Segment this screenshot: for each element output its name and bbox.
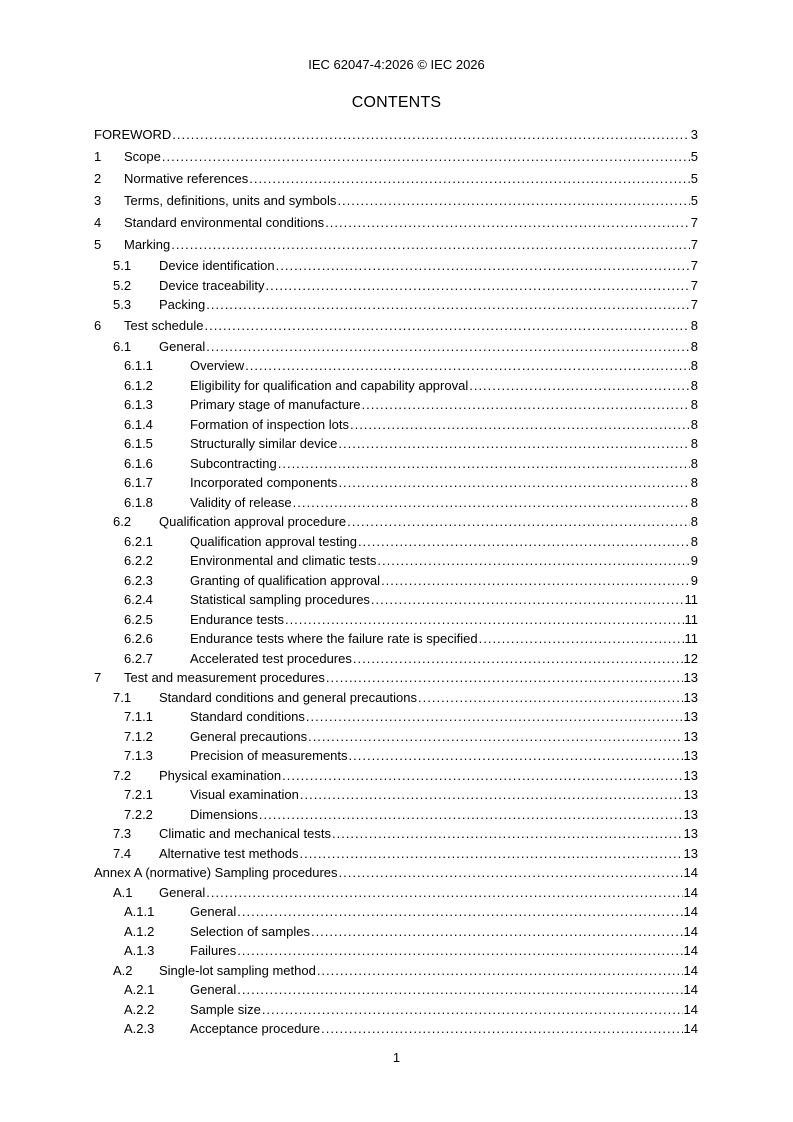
dot-leader	[300, 785, 683, 805]
toc-entry-page: 8	[690, 358, 698, 373]
toc-entry[interactable]	[94, 707, 698, 727]
toc-entry-number: 6.2.7	[124, 650, 153, 666]
toc-entry-title: Device identification	[159, 258, 275, 273]
toc-entry-title: Test schedule	[124, 317, 204, 333]
toc-entry-number: 7.2.1	[124, 787, 153, 802]
toc-entry-page: 13	[683, 806, 698, 822]
dot-leader	[418, 688, 683, 708]
toc-entry-title: Structurally similar device	[190, 436, 338, 451]
toc-entry[interactable]	[94, 337, 698, 357]
toc-entry[interactable]	[94, 668, 698, 688]
toc-entry-page: 8	[690, 436, 698, 451]
toc-entry-title: Packing	[159, 297, 206, 312]
toc-entry-page: 14	[683, 923, 698, 939]
toc-entry-page: 7	[690, 237, 698, 252]
toc-entry[interactable]	[94, 295, 698, 315]
toc-entry-title: Standard environmental conditions	[124, 215, 325, 230]
toc-entry-page: 8	[690, 455, 698, 471]
toc-entry-page: 8	[690, 514, 698, 529]
toc-entry-number: 6.1.2	[124, 377, 153, 393]
toc-entry-title: Endurance tests where the failure rate is specified	[190, 631, 478, 646]
toc-entry-title: Sample size	[190, 1001, 261, 1017]
toc-entry-page: 7	[690, 297, 698, 312]
toc-entry-page: 13	[683, 670, 698, 685]
dot-leader	[259, 805, 683, 825]
toc-entry-page: 14	[683, 982, 698, 997]
toc-entry-title: Selection of samples	[190, 923, 310, 939]
toc-entry-title: Marking	[124, 237, 171, 252]
toc-entry-title: Failures	[190, 943, 237, 958]
toc-entry-number: A.1.3	[124, 943, 155, 958]
toc-entry-page: 14	[683, 904, 698, 919]
toc-entry-page: 13	[683, 689, 698, 705]
dot-leader	[311, 922, 683, 942]
toc-entry[interactable]	[94, 980, 698, 1000]
dot-leader	[293, 493, 690, 513]
toc-entry-number: 5.2	[113, 277, 132, 293]
toc-entry-title: General	[159, 338, 206, 354]
dot-leader	[339, 863, 683, 883]
toc-entry-number: 6.2.4	[124, 592, 153, 607]
toc-entry-page: 14	[683, 1021, 698, 1036]
toc-entry-number: 6	[94, 317, 102, 333]
toc-entry[interactable]	[94, 146, 698, 168]
dot-leader	[347, 512, 690, 532]
toc-entry-page: 8	[690, 397, 698, 412]
dot-leader	[206, 883, 682, 903]
page-title: CONTENTS	[351, 94, 442, 111]
toc-entry-title: Acceptance procedure	[190, 1021, 321, 1036]
dot-leader	[206, 337, 690, 357]
toc-entry-title: Annex A (normative) Sampling procedures	[94, 865, 338, 880]
toc-entry[interactable]	[94, 234, 698, 256]
toc-entry[interactable]	[94, 454, 698, 474]
dot-leader	[276, 256, 690, 276]
toc-entry-title: General	[190, 982, 237, 997]
toc-entry-number: 6.1.5	[124, 436, 153, 451]
toc-entry-title: Climatic and mechanical tests	[159, 826, 331, 841]
toc-entry-page: 8	[690, 338, 698, 354]
toc-entry-page: 7	[690, 215, 698, 230]
toc-entry-number: 7.1.1	[124, 709, 153, 724]
toc-entry-page: 13	[683, 826, 698, 841]
toc-entry-number: 6.2	[113, 514, 132, 529]
page-header: IEC 62047-4:2026 © IEC 2026	[308, 57, 485, 72]
toc-entry-title: Standard conditions and general precautions	[159, 689, 418, 705]
toc-entry-number: 6.1	[113, 338, 132, 354]
toc-entry-page: 14	[683, 1001, 698, 1017]
dot-leader	[306, 707, 683, 727]
toc-entry[interactable]	[94, 824, 698, 844]
dot-leader	[353, 649, 683, 669]
toc-entry-number: 3	[94, 193, 102, 208]
toc-entry[interactable]	[94, 168, 698, 190]
dot-leader	[237, 980, 682, 1000]
toc-entry-page: 3	[690, 127, 698, 142]
toc-entry-title: Incorporated components	[190, 475, 338, 490]
toc-entry[interactable]	[94, 649, 698, 669]
dot-leader	[479, 629, 684, 649]
toc-entry-page: 8	[690, 494, 698, 510]
toc-entry[interactable]	[94, 844, 698, 864]
dot-leader	[362, 395, 690, 415]
toc-entry-number: 5	[94, 237, 102, 252]
toc-entry-title: Device traceability	[159, 277, 265, 293]
toc-entry-number: 6.1.3	[124, 397, 153, 412]
toc-entry[interactable]	[94, 376, 698, 396]
toc-entry-number: A.1	[113, 884, 133, 900]
dot-leader	[326, 668, 683, 688]
toc-entry-title: Primary stage of manufacture	[190, 397, 361, 412]
dot-leader	[249, 168, 689, 190]
toc-entry-title: Physical examination	[159, 767, 282, 783]
dot-leader	[325, 212, 690, 234]
toc-entry[interactable]	[94, 212, 698, 234]
toc-entry-page: 7	[690, 258, 698, 273]
toc-entry-title: Statistical sampling procedures	[190, 592, 370, 607]
toc-entry-page: 9	[690, 553, 698, 568]
dot-leader	[266, 276, 690, 296]
toc-entry[interactable]	[94, 883, 698, 903]
dot-leader	[350, 415, 690, 435]
toc-entry-page: 14	[683, 865, 698, 880]
toc-entry-page: 11	[684, 631, 698, 646]
toc-entry-number: A.1.1	[124, 904, 155, 919]
dot-leader	[205, 315, 690, 337]
toc-entry-title: Terms, definitions, units and symbols	[124, 193, 337, 208]
toc-entry[interactable]	[94, 727, 698, 747]
toc-entry-title: General precautions	[190, 728, 308, 744]
dot-leader	[381, 571, 690, 591]
toc-entry[interactable]	[94, 902, 698, 922]
toc-entry[interactable]	[94, 532, 698, 552]
toc-entry-number: 6.1.4	[124, 416, 153, 432]
toc-entry-number: 5.3	[113, 297, 132, 312]
toc-entry[interactable]	[94, 590, 698, 610]
toc-entry-page: 5	[690, 171, 698, 186]
toc-entry-number: 6.2.2	[124, 553, 153, 568]
toc-entry-number: 5.1	[113, 258, 132, 273]
toc-entry[interactable]	[94, 551, 698, 571]
dot-leader	[282, 766, 682, 786]
toc-entry[interactable]	[94, 766, 698, 786]
dot-leader	[338, 473, 689, 493]
dot-leader	[338, 434, 689, 454]
toc-entry-number: A.2.2	[124, 1001, 155, 1017]
toc-entry-page: 12	[683, 650, 698, 666]
toc-entry-page: 13	[683, 787, 698, 802]
dot-leader	[358, 532, 690, 552]
toc-entry-number: 6.2.3	[124, 572, 153, 588]
dot-leader	[337, 190, 689, 212]
dot-leader	[206, 295, 690, 315]
toc-entry[interactable]	[94, 1000, 698, 1020]
toc-entry-title: Single-lot sampling method	[159, 962, 316, 978]
dot-leader	[321, 1019, 682, 1039]
dot-leader	[349, 746, 683, 766]
toc-entry-title: Alternative test methods	[159, 845, 299, 861]
toc-entry[interactable]	[94, 415, 698, 435]
toc-entry-page: 13	[683, 767, 698, 783]
toc-entry[interactable]	[94, 124, 698, 146]
toc-entry-title: Overview	[190, 358, 245, 373]
toc-entry-number: A.2.3	[124, 1021, 155, 1036]
toc-entry-page: 8	[690, 533, 698, 549]
dot-leader	[308, 727, 682, 747]
toc-entry-number: 7.1.2	[124, 728, 153, 744]
toc-entry-page: 13	[683, 728, 698, 744]
toc-entry[interactable]	[94, 863, 698, 883]
toc-entry-number: A.2	[113, 962, 133, 978]
toc-entry-page: 8	[690, 317, 698, 333]
toc-entry[interactable]	[94, 571, 698, 591]
toc-entry-title: Formation of inspection lots	[190, 416, 349, 432]
toc-entry[interactable]	[94, 493, 698, 513]
toc-entry-title: Accelerated test procedures	[190, 650, 352, 666]
toc-entry-number: 2	[94, 171, 102, 186]
toc-entry-title: Subcontracting	[190, 455, 277, 471]
dot-leader	[371, 590, 684, 610]
toc-entry-page: 13	[683, 709, 698, 724]
toc-entry-page: 8	[690, 377, 698, 393]
toc-entry-title: Visual examination	[190, 787, 299, 802]
toc-entry-number: 6.1.8	[124, 494, 153, 510]
toc-entry[interactable]	[94, 746, 698, 766]
toc-entry-title: Environmental and climatic tests	[190, 553, 377, 568]
toc-entry-number: 7.4	[113, 845, 132, 861]
toc-entry-page: 5	[690, 149, 698, 164]
toc-entry[interactable]	[94, 1019, 698, 1039]
toc-entry[interactable]	[94, 805, 698, 825]
toc-entry-number: 6.1.7	[124, 475, 153, 490]
toc-entry[interactable]	[94, 785, 698, 805]
toc-entry[interactable]	[94, 961, 698, 981]
toc-entry-page: 13	[683, 748, 698, 763]
toc-entry-page: 7	[690, 277, 698, 293]
dot-leader	[278, 454, 690, 474]
toc-entry-number: 7	[94, 670, 102, 685]
toc-entry-title: Endurance tests	[190, 611, 284, 627]
toc-entry[interactable]	[94, 610, 698, 630]
toc-entry-number: 6.2.1	[124, 533, 153, 549]
toc-entry-title: Normative references	[124, 171, 249, 186]
dot-leader	[332, 824, 683, 844]
toc-entry-title: Precision of measurements	[190, 748, 348, 763]
toc-entry-page: 8	[690, 475, 698, 490]
dot-leader	[172, 124, 689, 146]
dot-leader	[262, 1000, 683, 1020]
toc-entry-title: General	[159, 884, 206, 900]
page-number: 1	[392, 1050, 401, 1065]
toc-entry[interactable]	[94, 356, 698, 376]
toc-entry-page: 13	[683, 845, 698, 861]
toc-entry-number: 7.1	[113, 689, 132, 705]
dot-leader	[317, 961, 683, 981]
dot-leader	[171, 234, 690, 256]
dot-leader	[285, 610, 684, 630]
toc-entry-title: Scope	[124, 149, 161, 164]
toc-entry-number: 7.2	[113, 767, 132, 783]
dot-leader	[162, 146, 690, 168]
toc-entry-number: 6.1.6	[124, 455, 153, 471]
dot-leader	[469, 376, 690, 396]
table-of-contents	[94, 124, 698, 1039]
toc-entry-page: 5	[690, 193, 698, 208]
toc-entry[interactable]	[94, 395, 698, 415]
toc-entry-page: 11	[684, 611, 698, 627]
toc-entry-title: FOREWORD	[94, 127, 172, 142]
toc-entry-page: 14	[683, 962, 698, 978]
toc-entry-number: 6.2.6	[124, 631, 153, 646]
toc-entry-page: 14	[683, 943, 698, 958]
toc-entry[interactable]	[94, 434, 698, 454]
dot-leader	[377, 551, 689, 571]
toc-entry[interactable]	[94, 190, 698, 212]
toc-entry-title: Validity of release	[190, 494, 292, 510]
toc-entry-page: 8	[690, 416, 698, 432]
toc-entry[interactable]	[94, 256, 698, 276]
toc-entry[interactable]	[94, 941, 698, 961]
toc-entry-number: 7.1.3	[124, 748, 153, 763]
toc-entry[interactable]	[94, 629, 698, 649]
toc-entry-number: 4	[94, 215, 102, 230]
toc-entry[interactable]	[94, 512, 698, 532]
toc-entry-page: 14	[683, 884, 698, 900]
toc-entry-page: 9	[690, 572, 698, 588]
toc-entry-title: Qualification approval testing	[190, 533, 357, 549]
toc-entry-number: 7.3	[113, 826, 132, 841]
toc-entry[interactable]	[94, 315, 698, 337]
dot-leader	[299, 844, 682, 864]
toc-entry-number: 7.2.2	[124, 806, 153, 822]
dot-leader	[245, 356, 690, 376]
toc-entry-number: A.1.2	[124, 923, 155, 939]
toc-entry-number: 6.2.5	[124, 611, 153, 627]
toc-entry-title: General	[190, 904, 237, 919]
toc-entry[interactable]	[94, 276, 698, 296]
dot-leader	[237, 902, 682, 922]
toc-entry[interactable]	[94, 473, 698, 493]
toc-entry-title: Dimensions	[190, 806, 258, 822]
toc-entry-number: 1	[94, 149, 102, 164]
toc-entry-number: 6.1.1	[124, 358, 153, 373]
toc-entry-title: Qualification approval procedure	[159, 514, 347, 529]
toc-entry-title: Eligibility for qualification and capability approval	[190, 377, 469, 393]
toc-entry[interactable]	[94, 688, 698, 708]
toc-entry-title: Granting of qualification approval	[190, 572, 381, 588]
toc-entry-title: Standard conditions	[190, 709, 305, 724]
toc-entry-number: A.2.1	[124, 982, 155, 997]
toc-entry-page: 11	[684, 592, 698, 607]
toc-entry[interactable]	[94, 922, 698, 942]
dot-leader	[237, 941, 682, 961]
toc-entry-title: Test and measurement procedures	[124, 670, 325, 685]
